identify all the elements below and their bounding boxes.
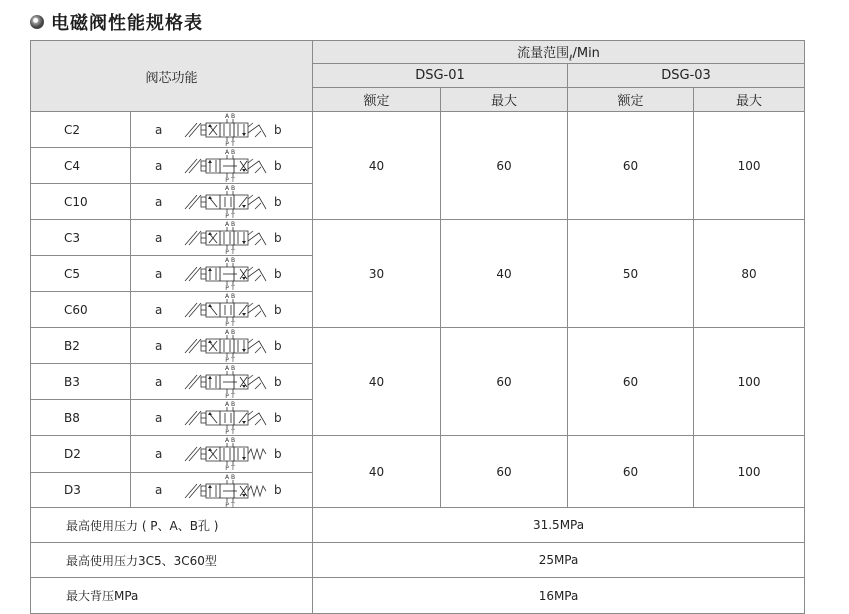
flow-unit: /Min — [572, 45, 600, 61]
svg-text:T: T — [231, 213, 235, 219]
spool-code: C4 — [31, 148, 131, 184]
flow-unit-sub: ℓ — [569, 53, 573, 63]
svg-text:T: T — [231, 357, 235, 363]
dsg01-max-value: 40 — [441, 220, 568, 328]
bullet-icon — [30, 15, 44, 29]
dsg01-rated-value: 40 — [313, 112, 441, 220]
svg-text:B: B — [230, 437, 236, 444]
dsg03-max-header: 最大 — [694, 88, 805, 112]
spec-label: 最高使用压力 ( P、A、B孔 ) — [31, 508, 313, 543]
dsg03-rated-value: 60 — [568, 436, 694, 508]
svg-text:B: B — [230, 401, 236, 408]
svg-text:T: T — [231, 393, 235, 399]
spool-code: C5 — [31, 256, 131, 292]
dsg01-rated-value: 30 — [313, 220, 441, 328]
spool-symbol-cell: a A B P T b — [131, 112, 313, 148]
spool-code: C10 — [31, 184, 131, 220]
svg-text:A: A — [224, 401, 230, 408]
spool-code: B2 — [31, 328, 131, 364]
svg-text:P: P — [225, 429, 229, 435]
dsg03-rated-header: 额定 — [568, 88, 694, 112]
svg-text:A: A — [224, 365, 230, 372]
dsg01-max-header: 最大 — [441, 88, 568, 112]
dsg03-max-value: 100 — [694, 112, 805, 220]
svg-text:T: T — [231, 285, 235, 291]
spool-symbol-cell: a A B P T b — [131, 328, 313, 364]
dsg03-rated-value: 60 — [568, 328, 694, 436]
spec-value: 31.5MPa — [313, 508, 805, 543]
svg-text:B: B — [230, 221, 236, 228]
svg-text:A: A — [224, 113, 230, 120]
svg-text:B: B — [230, 474, 236, 481]
valve-function-header: 阀芯功能 — [31, 41, 313, 112]
svg-text:P: P — [225, 213, 229, 219]
flow-range-header — [313, 41, 805, 64]
svg-text:P: P — [225, 141, 229, 147]
svg-text:T: T — [231, 465, 235, 471]
spec-table — [30, 40, 805, 614]
svg-text:T: T — [231, 177, 235, 183]
page-title: 电磁阀性能规格表 — [51, 13, 203, 34]
spool-code: C2 — [31, 112, 131, 148]
svg-text:P: P — [225, 393, 229, 399]
dsg03-max-value: 100 — [694, 436, 805, 508]
spool-symbol-cell: a A B P T b — [131, 473, 313, 508]
svg-text:P: P — [225, 249, 229, 255]
spool-symbol-cell: a A B P T b — [131, 400, 313, 436]
spec-value: 25MPa — [313, 543, 805, 578]
page-title-row — [30, 8, 203, 36]
svg-text:P: P — [225, 177, 229, 183]
dsg03-max-value: 80 — [694, 220, 805, 328]
svg-text:A: A — [224, 437, 230, 444]
spool-symbol-cell: a A B P T b — [131, 256, 313, 292]
svg-text:T: T — [231, 429, 235, 435]
dsg01-max-value: 60 — [441, 436, 568, 508]
svg-text:A: A — [224, 257, 230, 264]
spool-symbol-cell: a A B P T b — [131, 436, 313, 473]
spool-code: C3 — [31, 220, 131, 256]
dsg03-rated-value: 60 — [568, 112, 694, 220]
spool-symbol-cell: a A B P T b — [131, 364, 313, 400]
dsg01-rated-header: 额定 — [313, 88, 441, 112]
dsg01-rated-value: 40 — [313, 328, 441, 436]
svg-text:B: B — [230, 329, 236, 336]
dsg03-max-value: 100 — [694, 328, 805, 436]
svg-text:T: T — [231, 249, 235, 255]
dsg01-max-value: 60 — [441, 328, 568, 436]
svg-text:P: P — [225, 285, 229, 291]
svg-text:T: T — [231, 321, 235, 327]
svg-text:T: T — [231, 141, 235, 147]
spool-symbol-cell: a A B P T b — [131, 184, 313, 220]
dsg03-header: DSG-03 — [568, 64, 805, 88]
dsg03-rated-value: 50 — [568, 220, 694, 328]
svg-text:P: P — [225, 502, 229, 508]
svg-text:P: P — [225, 357, 229, 363]
svg-text:A: A — [224, 293, 230, 300]
svg-text:A: A — [224, 221, 230, 228]
spool-code: C60 — [31, 292, 131, 328]
spool-symbol-cell: a A B P T b — [131, 292, 313, 328]
dsg01-rated-value: 40 — [313, 436, 441, 508]
svg-text:B: B — [230, 365, 236, 372]
spec-label: 最高使用压力3C5、3C60型 — [31, 543, 313, 578]
dsg01-header: DSG-01 — [313, 64, 568, 88]
spool-code: D2 — [31, 436, 131, 473]
spool-code: D3 — [31, 473, 131, 508]
svg-text:B: B — [230, 185, 236, 192]
spool-code: B8 — [31, 400, 131, 436]
svg-text:B: B — [230, 257, 236, 264]
spec-label: 最大背压MPa — [31, 578, 313, 614]
svg-text:A: A — [224, 329, 230, 336]
svg-text:P: P — [225, 465, 229, 471]
spool-code: B3 — [31, 364, 131, 400]
svg-text:B: B — [230, 293, 236, 300]
spool-symbol-cell: a A B P T b — [131, 148, 313, 184]
svg-text:A: A — [224, 185, 230, 192]
svg-text:B: B — [230, 113, 236, 120]
flow-range-label: 流量范围 — [517, 45, 570, 61]
spec-value: 16MPa — [313, 578, 805, 614]
svg-text:A: A — [224, 474, 230, 481]
dsg01-max-value: 60 — [441, 112, 568, 220]
spool-symbol-cell: a A B P T b — [131, 220, 313, 256]
svg-text:B: B — [230, 149, 236, 156]
svg-text:P: P — [225, 321, 229, 327]
svg-text:T: T — [231, 502, 235, 508]
svg-text:A: A — [224, 149, 230, 156]
